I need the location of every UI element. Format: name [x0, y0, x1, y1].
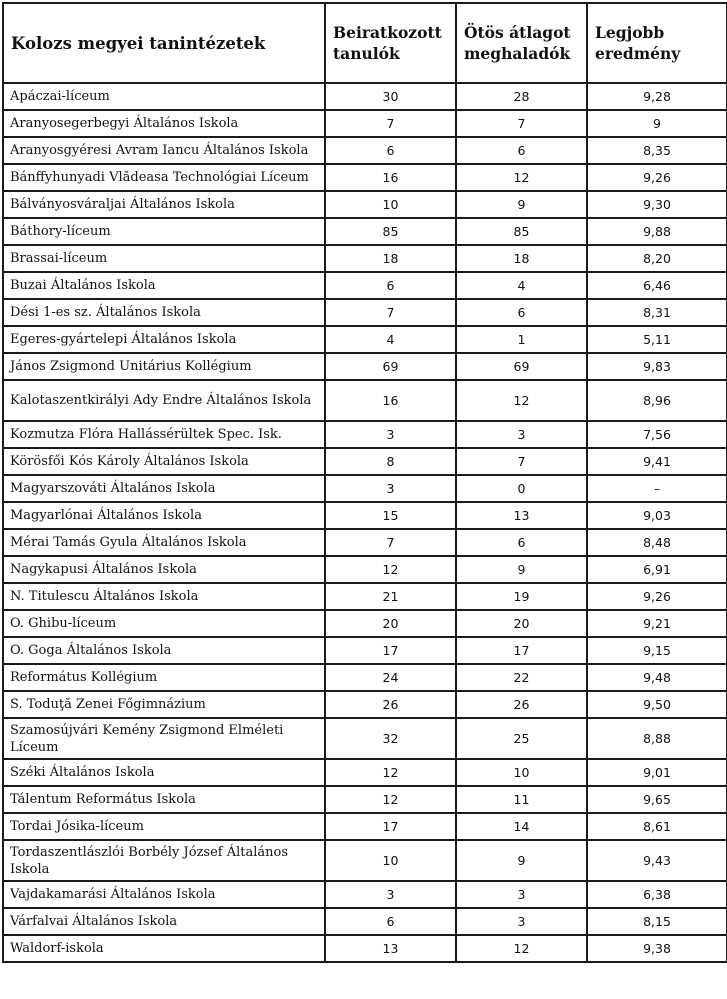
cell-above-five: 20 [456, 610, 587, 637]
cell-above-five: 0 [456, 475, 587, 502]
cell-enrolled: 4 [325, 326, 456, 353]
table-row [3, 840, 727, 881]
cell-school: S. Toduţă Zenei Főgimnázium [3, 691, 325, 718]
cell-school: Buzai Általános Iskola [3, 272, 325, 299]
cell-enrolled: 26 [325, 691, 456, 718]
table-row [3, 786, 727, 813]
cell-enrolled: 85 [325, 218, 456, 245]
cell-enrolled: 6 [325, 137, 456, 164]
cell-best: 9,15 [587, 637, 727, 664]
cell-above-five: 14 [456, 813, 587, 840]
cell-school: Waldorf-iskola [3, 935, 325, 962]
cell-best: 6,91 [587, 556, 727, 583]
cell-school: Széki Általános Iskola [3, 759, 325, 786]
cell-best: 9,48 [587, 664, 727, 691]
cell-school: Mérai Tamás Gyula Általános Iskola [3, 529, 325, 556]
cell-school: Magyarlónai Általános Iskola [3, 502, 325, 529]
cell-above-five: 3 [456, 421, 587, 448]
cell-school: Nagykapusi Általános Iskola [3, 556, 325, 583]
cell-above-five: 9 [456, 556, 587, 583]
cell-school: Tordai Jósika-líceum [3, 813, 325, 840]
table-row [3, 191, 727, 218]
cell-best: 9,41 [587, 448, 727, 475]
cell-best: 6,46 [587, 272, 727, 299]
cell-above-five: 19 [456, 583, 587, 610]
cell-above-five: 10 [456, 759, 587, 786]
table-row [3, 475, 727, 502]
cell-above-five: 18 [456, 245, 587, 272]
cell-best: 8,15 [587, 908, 727, 935]
cell-enrolled: 12 [325, 759, 456, 786]
cell-best: 9,21 [587, 610, 727, 637]
table-header [3, 3, 727, 83]
cell-above-five: 17 [456, 637, 587, 664]
cell-above-five: 7 [456, 448, 587, 475]
cell-above-five: 28 [456, 83, 587, 110]
cell-school: János Zsigmond Unitárius Kollégium [3, 353, 325, 380]
cell-enrolled: 6 [325, 908, 456, 935]
cell-above-five: 9 [456, 840, 587, 881]
cell-above-five: 6 [456, 137, 587, 164]
cell-best: 9,30 [587, 191, 727, 218]
cell-enrolled: 6 [325, 272, 456, 299]
cell-above-five: 85 [456, 218, 587, 245]
cell-above-five: 26 [456, 691, 587, 718]
table-row [3, 881, 727, 908]
cell-best: 9,01 [587, 759, 727, 786]
cell-above-five: 22 [456, 664, 587, 691]
table-row [3, 380, 727, 421]
table-row [3, 83, 727, 110]
table-row [3, 110, 727, 137]
cell-enrolled: 7 [325, 110, 456, 137]
cell-best: 9,50 [587, 691, 727, 718]
table-row [3, 759, 727, 786]
cell-best: 8,88 [587, 718, 727, 759]
cell-enrolled: 17 [325, 637, 456, 664]
cell-best: – [587, 475, 727, 502]
cell-best: 9,65 [587, 786, 727, 813]
cell-enrolled: 20 [325, 610, 456, 637]
cell-school: Apáczai-líceum [3, 83, 325, 110]
cell-above-five: 25 [456, 718, 587, 759]
cell-enrolled: 18 [325, 245, 456, 272]
header-above-five: Ötös átlagot meghaladók [456, 3, 587, 83]
cell-above-five: 6 [456, 529, 587, 556]
cell-school: Magyarszováti Általános Iskola [3, 475, 325, 502]
cell-best: 8,96 [587, 380, 727, 421]
cell-school: O. Goga Általános Iskola [3, 637, 325, 664]
table-row [3, 137, 727, 164]
cell-school: Brassai-líceum [3, 245, 325, 272]
cell-enrolled: 16 [325, 380, 456, 421]
cell-enrolled: 3 [325, 421, 456, 448]
cell-school: Kozmutza Flóra Hallássérültek Spec. Isk. [3, 421, 325, 448]
cell-above-five: 13 [456, 502, 587, 529]
cell-above-five: 6 [456, 299, 587, 326]
cell-enrolled: 13 [325, 935, 456, 962]
cell-school: Tálentum Református Iskola [3, 786, 325, 813]
header-row [3, 3, 727, 83]
table-row [3, 813, 727, 840]
cell-best: 9,26 [587, 164, 727, 191]
table-row [3, 353, 727, 380]
header-enrolled: Beiratkozott tanulók [325, 3, 456, 83]
cell-best: 9,83 [587, 353, 727, 380]
cell-above-five: 1 [456, 326, 587, 353]
table-row [3, 448, 727, 475]
cell-above-five: 12 [456, 380, 587, 421]
cell-best: 8,20 [587, 245, 727, 272]
cell-school: Várfalvai Általános Iskola [3, 908, 325, 935]
cell-school: N. Titulescu Általános Iskola [3, 583, 325, 610]
cell-enrolled: 21 [325, 583, 456, 610]
cell-enrolled: 32 [325, 718, 456, 759]
cell-above-five: 4 [456, 272, 587, 299]
cell-school: Bálványosváraljai Általános Iskola [3, 191, 325, 218]
table-row [3, 691, 727, 718]
cell-above-five: 12 [456, 164, 587, 191]
table-row [3, 908, 727, 935]
cell-school: Vajdakamarási Általános Iskola [3, 881, 325, 908]
cell-school: Aranyosgyéresi Avram Iancu Általános Iskola [3, 137, 325, 164]
cell-enrolled: 15 [325, 502, 456, 529]
cell-enrolled: 3 [325, 475, 456, 502]
results-table [2, 2, 727, 963]
cell-above-five: 3 [456, 881, 587, 908]
cell-school: Egeres-gyártelepi Általános Iskola [3, 326, 325, 353]
table-row [3, 529, 727, 556]
cell-above-five: 7 [456, 110, 587, 137]
table-row [3, 935, 727, 962]
cell-best: 6,38 [587, 881, 727, 908]
cell-school: Aranyosegerbegyi Általános Iskola [3, 110, 325, 137]
table-row [3, 218, 727, 245]
cell-enrolled: 12 [325, 556, 456, 583]
cell-enrolled: 24 [325, 664, 456, 691]
header-school: Kolozs megyei tanintézetek [3, 3, 325, 83]
cell-best: 9,26 [587, 583, 727, 610]
cell-above-five: 9 [456, 191, 587, 218]
cell-best: 8,35 [587, 137, 727, 164]
cell-above-five: 3 [456, 908, 587, 935]
cell-school: O. Ghibu-líceum [3, 610, 325, 637]
cell-best: 7,56 [587, 421, 727, 448]
table-row [3, 610, 727, 637]
cell-best: 9,38 [587, 935, 727, 962]
cell-enrolled: 16 [325, 164, 456, 191]
header-best: Legjobb eredmény [587, 3, 727, 83]
cell-best: 9,03 [587, 502, 727, 529]
cell-best: 8,61 [587, 813, 727, 840]
cell-enrolled: 7 [325, 299, 456, 326]
cell-school: Körösfői Kós Károly Általános Iskola [3, 448, 325, 475]
cell-school: Báthory-líceum [3, 218, 325, 245]
cell-enrolled: 30 [325, 83, 456, 110]
cell-school: Dési 1-es sz. Általános Iskola [3, 299, 325, 326]
cell-school: Tordaszentlászlói Borbély József Általános Iskola [3, 840, 325, 881]
cell-enrolled: 12 [325, 786, 456, 813]
cell-best: 8,48 [587, 529, 727, 556]
cell-enrolled: 10 [325, 840, 456, 881]
table-body [3, 83, 727, 962]
cell-school: Kalotaszentkirályi Ady Endre Általános Iskola [3, 380, 325, 421]
cell-best: 9,28 [587, 83, 727, 110]
table-row [3, 664, 727, 691]
table-row [3, 164, 727, 191]
table-row [3, 556, 727, 583]
cell-enrolled: 10 [325, 191, 456, 218]
cell-best: 9 [587, 110, 727, 137]
table-row [3, 421, 727, 448]
cell-enrolled: 17 [325, 813, 456, 840]
cell-school: Református Kollégium [3, 664, 325, 691]
cell-best: 5,11 [587, 326, 727, 353]
cell-school: Szamosújvári Kemény Zsigmond Elméleti Líceum [3, 718, 325, 759]
cell-enrolled: 7 [325, 529, 456, 556]
table-row [3, 718, 727, 759]
cell-school: Bánffyhunyadi Vlădeasa Technológiai Líceum [3, 164, 325, 191]
cell-above-five: 12 [456, 935, 587, 962]
cell-above-five: 11 [456, 786, 587, 813]
cell-enrolled: 8 [325, 448, 456, 475]
cell-best: 9,88 [587, 218, 727, 245]
table-row [3, 583, 727, 610]
cell-above-five: 69 [456, 353, 587, 380]
table-row [3, 299, 727, 326]
table-row [3, 245, 727, 272]
cell-best: 8,31 [587, 299, 727, 326]
table-row [3, 326, 727, 353]
cell-best: 9,43 [587, 840, 727, 881]
table-row [3, 272, 727, 299]
table-row [3, 502, 727, 529]
table-row [3, 637, 727, 664]
cell-enrolled: 69 [325, 353, 456, 380]
cell-enrolled: 3 [325, 881, 456, 908]
